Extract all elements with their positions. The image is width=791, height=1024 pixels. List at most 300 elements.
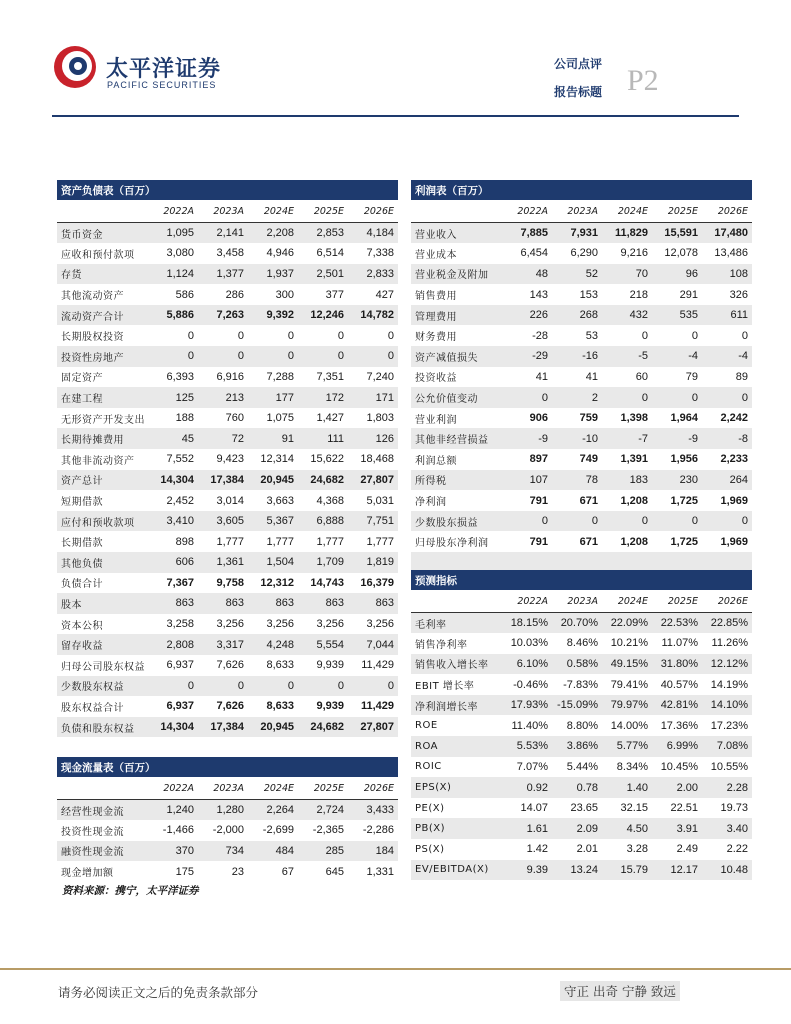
income-statement-table [411,180,752,573]
row-label: 归母公司股东权益 [61,661,145,673]
cell-value: 760 [225,412,244,425]
cell-value: 5,367 [248,511,298,532]
cell-value: 2,833 [348,264,398,285]
year-header: 2022A [502,201,552,223]
cell-value: 184 [348,841,398,862]
row-label: 固定资产 [61,373,103,385]
row-label: 负债合计 [61,579,103,591]
cell-value: 4,946 [266,247,294,260]
cell-value: 2.22 [726,843,749,856]
cell-value: 18,468 [360,453,395,466]
cell-value: 1,391 [620,453,648,466]
cell-value: 143 [529,288,548,301]
cell-value: 17,480 [702,223,752,244]
cell-value: 14,743 [310,576,344,589]
table-row [411,264,752,285]
cell-value: 0 [641,329,648,342]
cell-value: 22.51 [670,802,698,815]
cell-value: 5,554 [298,634,348,655]
row-label: 营业税金及附加 [411,264,502,285]
cell-value: 427 [375,288,395,301]
cell-value: 1,280 [198,800,248,821]
cell-value: 18.15% [502,613,552,634]
row-label: 在建工程 [57,387,148,408]
table-row [411,531,752,552]
cell-value: 230 [652,470,702,491]
row-label: 经营性现金流 [57,800,148,821]
row-label: 营业利润 [415,414,457,426]
year-header: 2025E [652,201,702,223]
cell-value: 0 [602,511,652,532]
cell-value: 24,682 [298,717,348,738]
cell-value: 3,258 [166,618,194,631]
cell-value: 906 [529,412,548,425]
cell-value: 2.09 [552,818,602,839]
row-label: 长期借款 [61,538,103,550]
table-row [57,243,398,264]
header-divider [52,115,739,117]
cell-value: 7,263 [198,305,248,326]
row-label: 利润总额 [415,455,457,467]
table-row [411,757,752,778]
cell-value: 7,240 [366,370,395,383]
year-header: 2022A [148,201,198,223]
table-row [57,470,398,491]
year-header-blank [57,201,148,223]
cell-value: 32.15 [620,802,648,815]
cell-value: 0 [248,346,298,367]
forecast-indicators-table [411,570,752,880]
cell-value: 153 [579,288,598,301]
row-label: 管理费用 [411,305,502,326]
cell-value: 79.41% [610,678,648,691]
cell-value: 1,803 [366,412,395,425]
cell-value: 22.09% [602,613,652,634]
table-row [411,839,752,860]
cell-value: 7.07% [516,760,548,773]
table-row [57,408,398,429]
row-label: 其他负债 [57,552,148,573]
cell-value: -0.46% [513,678,548,691]
table-row [411,449,752,470]
table-row [57,634,398,655]
cell-value: 1,208 [620,494,648,507]
row-label: 资本公积 [61,620,103,632]
cell-value: 2.28 [702,777,752,798]
year-header: 2024E [248,201,298,223]
report-title: 报告标题 [554,85,603,99]
cell-value: 4,248 [248,634,298,655]
table-row [57,841,398,862]
table-row [57,449,398,470]
cell-value: 24,682 [298,470,348,491]
cell-value: 1.61 [502,818,552,839]
cell-value: 326 [729,288,749,301]
row-label: 所得税 [411,470,502,491]
table-row [57,573,398,594]
cell-value: 1,504 [248,552,298,573]
cell-value: 9,939 [316,659,344,672]
row-label: 财务费用 [415,332,457,344]
row-label: 货币资金 [57,223,148,244]
row-label: 存货 [57,264,148,285]
cell-value: 285 [298,841,348,862]
cell-value: -9 [652,428,702,449]
cell-value: 41 [585,370,598,383]
cell-value: 20,945 [248,717,298,738]
cell-value: 0.58% [552,654,602,675]
cell-value: 734 [198,841,248,862]
cell-value: 0 [287,329,294,342]
year-header: 2022A [148,778,198,800]
cell-value: 8,633 [266,659,294,672]
row-label: 其他非经营损益 [411,428,502,449]
cell-value: 12.12% [702,654,752,675]
cell-value: 0 [702,511,752,532]
cell-value: 1,095 [148,223,198,244]
cell-value: 7,351 [316,370,344,383]
cell-value: 14,782 [348,305,398,326]
table-row [411,818,752,839]
cell-value: 0 [652,511,702,532]
cell-value: 3,256 [216,618,244,631]
row-label: 净利润增长率 [411,695,502,716]
cell-value: 14,304 [148,470,198,491]
cell-value: 10.45% [660,760,698,773]
cell-value: 1,956 [670,453,698,466]
year-header: 2026E [702,591,752,613]
cell-value: 11,429 [361,659,395,672]
cell-value: 111 [298,428,348,449]
cell-value: 7.08% [702,736,752,757]
row-label: PB(X) [411,818,502,839]
cell-value: 107 [502,470,552,491]
cell-value: 5.53% [502,736,552,757]
cell-value: 2,724 [298,800,348,821]
table-row [57,305,398,326]
cell-value: 6.10% [502,654,552,675]
cell-value: 5,886 [148,305,198,326]
table-row [411,860,752,881]
cell-value: 286 [225,288,244,301]
row-label: 少数股东损益 [411,511,502,532]
year-header: 2022A [502,591,552,613]
table-row [411,490,752,511]
source-note: 资料来源：携宁，太平洋证券 [62,885,199,897]
row-label: 销售收入增长率 [411,654,502,675]
cell-value: 126 [348,428,398,449]
table-row [57,387,398,408]
table-row [57,428,398,449]
cell-value: 12.17 [652,860,702,881]
cell-value: 3,256 [316,618,344,631]
cell-value: 17,384 [198,717,248,738]
table-row [57,531,398,552]
cell-value: 3,256 [266,618,294,631]
cell-value: 17,384 [198,470,248,491]
row-label: ROE [415,720,438,732]
cell-value: 0 [198,676,248,697]
cell-value: 15.79 [602,860,652,881]
cell-value: 52 [552,264,602,285]
cell-value: 13.24 [552,860,602,881]
cell-value: 2.49 [676,843,698,856]
row-label: EPS(X) [411,777,502,798]
cell-value: 1,819 [348,552,398,573]
table-row [57,614,398,635]
cell-value: 6,937 [166,700,194,713]
cell-value: 1,964 [670,412,698,425]
row-label: 少数股东权益 [57,676,148,697]
table-title: 现金流量表（百万） [57,757,398,778]
table-row [57,655,398,676]
cell-value: 3.91 [652,818,702,839]
cell-value: 10.55% [710,760,749,773]
table-row [57,696,398,717]
cell-value: 48 [502,264,552,285]
cell-value: 863 [348,593,398,614]
cell-value: 226 [502,305,552,326]
table-row [57,490,398,511]
table-row [57,264,398,285]
table-row [411,613,752,634]
cell-value: 1,075 [266,412,294,425]
row-label: 投资性房地产 [57,346,148,367]
cell-value: 7,751 [348,511,398,532]
cell-value: 1.40 [602,777,652,798]
year-header: 2023A [552,591,602,613]
cell-value: 11.26% [711,637,749,650]
cell-value: 6,916 [216,370,244,383]
cell-value: 3,458 [216,247,244,260]
cell-value: -15.09% [552,695,602,716]
cell-value: 3,663 [266,494,294,507]
cell-value: 60 [635,370,648,383]
row-label: 净利润 [415,497,447,509]
cell-value: 79.97% [602,695,652,716]
row-label: 现金增加额 [61,868,114,880]
year-header: 2024E [248,778,298,800]
row-label: 归母股东净利润 [415,538,489,550]
row-label: 资产减值损失 [411,346,502,367]
cell-value: 1,208 [620,535,648,548]
cell-value: 863 [198,593,248,614]
cell-value: 0.78 [552,777,602,798]
table-row [57,552,398,573]
cell-value: 1,969 [720,535,749,548]
table-row [57,593,398,614]
cell-value: 8,633 [266,700,294,713]
cell-value: 5.44% [566,760,598,773]
cell-value: 23 [231,865,244,878]
cell-value: 8.80% [566,719,598,732]
table-row [411,470,752,491]
cell-value: 0.92 [502,777,552,798]
cell-value: 3,410 [148,511,198,532]
cell-value: 484 [248,841,298,862]
cell-value: 897 [529,453,548,466]
row-label: PE(X) [415,802,445,814]
table-row [411,428,752,449]
cell-value: 0 [652,387,702,408]
brand-name-en: PACIFIC SECURITIES [107,80,217,90]
cell-value: 20.70% [552,613,602,634]
cell-value: 863 [248,593,298,614]
cell-value: 6,888 [298,511,348,532]
cell-value: 1,427 [316,412,344,425]
cell-value: 8.46% [566,637,598,650]
cell-value: 3.86% [552,736,602,757]
row-label: 留存收益 [57,634,148,655]
cell-value: 6,514 [316,247,344,260]
cell-value: -8 [702,428,752,449]
cell-value: 10.21% [610,637,648,650]
row-label: 资产总计 [57,470,148,491]
cell-value: 4,368 [316,494,344,507]
row-label: EV/EBITDA(X) [411,860,502,881]
cell-value: 0 [198,346,248,367]
cell-value: 0 [602,387,652,408]
table-row [57,800,398,821]
year-header: 2026E [702,201,752,223]
table-row [411,777,752,798]
cell-value: 1,725 [670,535,698,548]
cell-value: 14.10% [702,695,752,716]
table-row [411,223,752,244]
table-row [411,654,752,675]
cell-value: 2,208 [248,223,298,244]
year-header: 2026E [348,778,398,800]
cell-value: 0 [298,346,348,367]
year-header: 2025E [298,778,348,800]
cell-value: 377 [325,288,344,301]
cell-value: 645 [325,865,344,878]
cell-value: 213 [198,387,248,408]
cell-value: 2.01 [576,843,598,856]
cell-value: 1,709 [298,552,348,573]
cell-value: 2 [552,387,602,408]
cell-value: 0 [387,329,395,342]
row-label: 短期借款 [61,497,103,509]
cell-value: 264 [702,470,752,491]
cell-value: 14.00% [610,719,648,732]
cell-value: 7,931 [552,223,602,244]
cell-value: 11.07% [661,637,698,650]
row-label: 股东权益合计 [61,702,124,714]
cell-value: 5,031 [366,494,395,507]
cell-value: 17.36% [660,719,698,732]
table-row [411,243,752,264]
cell-value: 5.77% [602,736,652,757]
cell-value: 12,246 [298,305,348,326]
cell-value: 9,939 [316,700,344,713]
cell-value: 1,361 [198,552,248,573]
cell-value: -9 [502,428,552,449]
cell-value: 1,969 [720,494,749,507]
cell-value: 41 [535,370,548,383]
table-title: 预测指标 [411,570,752,591]
cell-value: 291 [679,288,698,301]
table-row [411,798,752,819]
cell-value: 1,124 [148,264,198,285]
cell-value: 0 [502,511,552,532]
cell-value: 611 [702,305,752,326]
cell-value: 0 [348,346,398,367]
table-row [411,674,752,695]
brand-name-cn: 太平洋证券 [106,57,222,82]
cell-value: 16,379 [360,576,395,589]
row-label: 应收和预付款项 [61,249,135,261]
cell-value: 78 [552,470,602,491]
year-header-blank [411,591,502,613]
cell-value: 0 [187,329,194,342]
cell-value: 12,314 [260,453,294,466]
cell-value: 10.03% [510,637,548,650]
table-row [57,820,398,841]
table-title: 利润表（百万） [411,180,752,201]
cell-value: 0 [237,329,244,342]
row-label: 流动资产合计 [57,305,148,326]
cell-value: 72 [198,428,248,449]
cell-value: 6.99% [652,736,702,757]
row-label: 公允价值变动 [411,387,502,408]
cell-value: 1,377 [198,264,248,285]
table-row [411,408,752,429]
footer-divider [0,968,791,970]
cell-value: 7,626 [216,700,244,713]
cell-value: 2.00 [652,777,702,798]
cell-value: 0 [337,329,344,342]
row-label: 应付和预收款项 [57,511,148,532]
table-row [411,715,752,736]
row-label: 投资收益 [415,373,457,385]
cell-value: 535 [652,305,702,326]
cell-value: 586 [175,288,194,301]
table-row [57,861,398,882]
balance-sheet-table [57,180,398,737]
row-label: 投资性现金流 [61,826,124,838]
cell-value: 42.81% [652,695,702,716]
row-label: 长期待摊费用 [57,428,148,449]
cell-value: -4 [652,346,702,367]
cell-value: 2,141 [198,223,248,244]
cell-value: 3,317 [198,634,248,655]
table-row [57,325,398,346]
row-label: 长期股权投资 [61,332,124,344]
cell-value: 0 [552,511,602,532]
cell-value: 4,184 [348,223,398,244]
cell-value: 27,807 [348,717,398,738]
cell-value: 40.57% [660,678,698,691]
cell-value: 863 [298,593,348,614]
year-header: 2023A [198,778,248,800]
cell-value: 0 [691,329,698,342]
cell-value: 79 [685,370,698,383]
cell-value: 12,312 [260,576,294,589]
row-label: 毛利率 [411,613,502,634]
cell-value: 9,423 [216,453,244,466]
cell-value: 6,290 [570,247,598,260]
cell-value: 17.23% [710,719,749,732]
row-label: ROIC [415,761,442,773]
cell-value: 606 [148,552,198,573]
cell-value: 183 [602,470,652,491]
cell-value: 9,392 [248,305,298,326]
cell-value: 125 [148,387,198,408]
year-header: 2024E [602,201,652,223]
table-row [411,367,752,388]
table-row [411,736,752,757]
